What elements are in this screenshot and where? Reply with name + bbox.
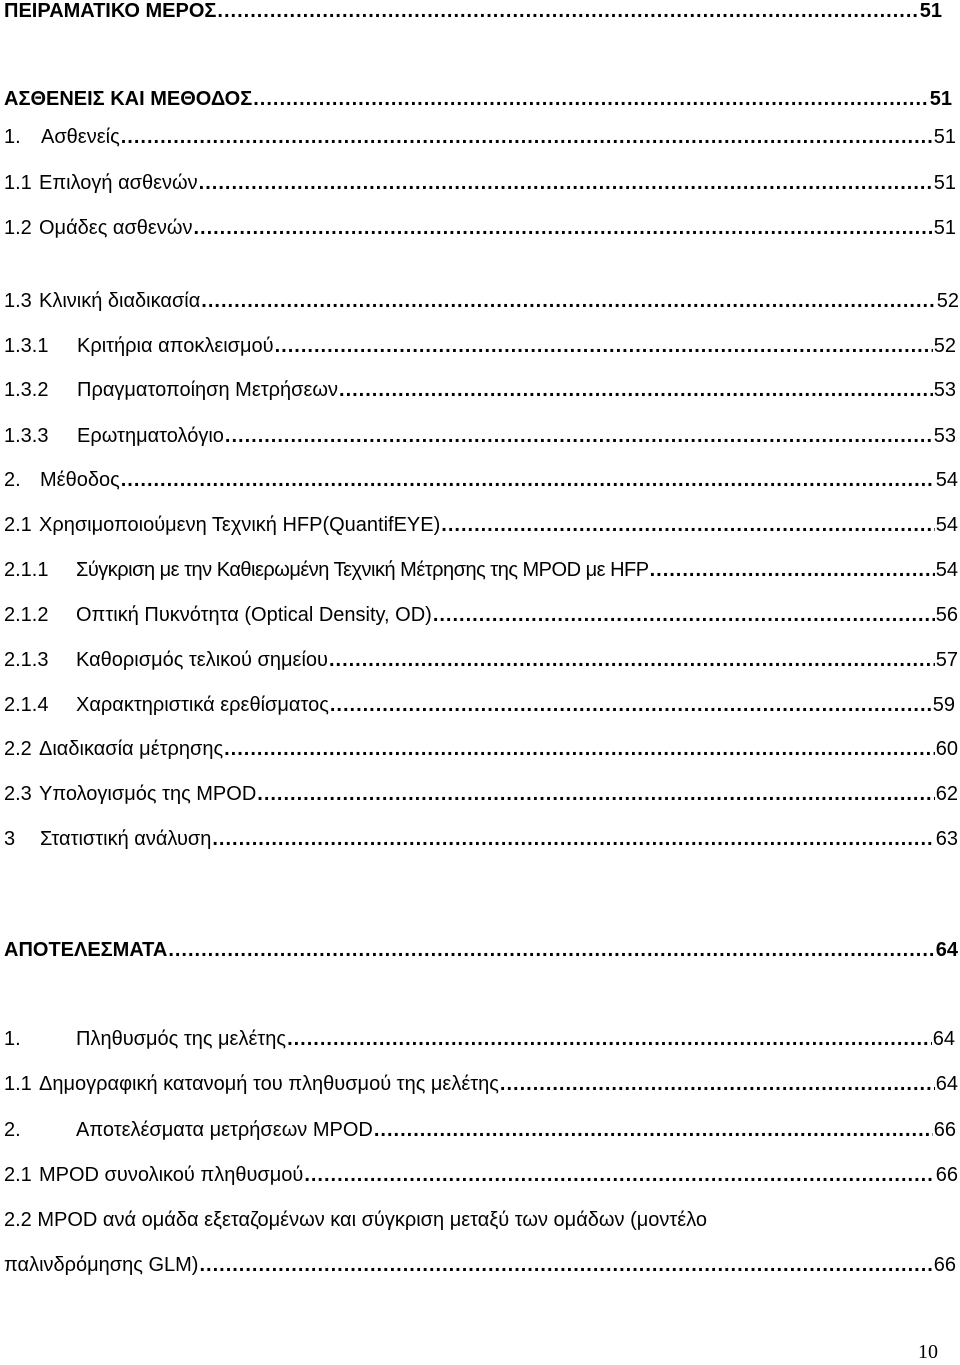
- toc-entry-1-3-2[interactable]: [4, 375, 956, 405]
- toc-title: Αποτελέσματα μετρήσεων MPOD: [76, 1119, 373, 1141]
- toc-entry-r2-2-line2[interactable]: [4, 1250, 956, 1280]
- toc-title-continuation: παλινδρόμησης GLM): [4, 1254, 199, 1276]
- toc-page: 52: [933, 335, 956, 357]
- dot-leader: [329, 645, 935, 675]
- dot-leader: [275, 331, 933, 361]
- dot-leader: [650, 555, 935, 585]
- toc-title: Επιλογή ασθενών: [39, 172, 198, 194]
- toc-entry-2-1-3[interactable]: [4, 645, 958, 675]
- toc-number: 1.2: [4, 217, 32, 239]
- toc-entry-1[interactable]: [4, 122, 956, 152]
- toc-title: Υπολογισμός της MPOD: [39, 783, 257, 805]
- toc-title: MPOD ανά ομάδα εξεταζομένων και σύγκριση μεταξύ των ομάδων (μοντέλο: [37, 1209, 708, 1231]
- toc-title: Οπτική Πυκνότητα (Optical Density, OD): [76, 604, 432, 626]
- toc-page: 51: [933, 172, 956, 194]
- toc-page: 51: [933, 126, 956, 148]
- toc-number: 3: [4, 828, 16, 850]
- toc-page: 53: [933, 425, 956, 447]
- toc-entry-r2[interactable]: [4, 1115, 956, 1145]
- toc-page: 60: [935, 738, 958, 760]
- toc-number: 1.: [4, 1028, 21, 1050]
- toc-title: Κριτήρια αποκλεισμού: [77, 335, 274, 357]
- toc-title: Χρησιμοποιούμενη Τεχνική HFP(QuantifEYE): [39, 514, 441, 536]
- dot-leader: [212, 824, 934, 854]
- toc-page: 57: [935, 649, 958, 671]
- toc-title: ΑΣΘΕΝΕΙΣ ΚΑΙ ΜΕΘΟΔΟΣ: [4, 88, 253, 110]
- toc-number: 1.1: [4, 1073, 32, 1095]
- toc-page: 64: [932, 1028, 955, 1050]
- toc-title: Ερωτηματολόγιο: [77, 425, 224, 447]
- toc-title: Χαρακτηριστικά ερεθίσματος: [76, 694, 329, 716]
- toc-entry-1-2[interactable]: [4, 213, 956, 243]
- toc-number: 2.1.4: [4, 694, 49, 716]
- toc-entry-2-1-1[interactable]: [4, 555, 958, 585]
- toc-page: 53: [933, 379, 956, 401]
- toc-heading-experimental-part[interactable]: [4, 0, 942, 26]
- toc-number: 2.1.3: [4, 649, 49, 671]
- toc-number: 2.1: [4, 1164, 32, 1186]
- toc-title: Μέθοδος: [40, 469, 120, 491]
- toc-entry-2-1[interactable]: [4, 510, 958, 540]
- dot-leader: [121, 465, 935, 495]
- dot-leader: [224, 734, 935, 764]
- dot-leader: [374, 1115, 933, 1145]
- dot-leader: [199, 1250, 932, 1280]
- toc-title: Ασθενείς: [41, 126, 120, 148]
- toc-page: 59: [932, 694, 955, 716]
- toc-page: 56: [935, 604, 958, 626]
- toc-number: 2.1.1: [4, 559, 49, 581]
- dot-leader: [121, 122, 933, 152]
- toc-page: 54: [935, 559, 958, 581]
- toc-number: 1.3: [4, 290, 32, 312]
- dot-leader: [500, 1069, 935, 1099]
- toc-number: 2.2: [4, 1209, 32, 1231]
- dot-leader: [339, 375, 933, 405]
- toc-entry-2-1-2[interactable]: [4, 600, 958, 630]
- toc-page: 52: [936, 290, 959, 312]
- toc-entry-1-3-3[interactable]: [4, 421, 956, 451]
- toc-entry-r1-1[interactable]: [4, 1069, 958, 1099]
- dot-leader: [441, 510, 934, 540]
- toc-page: 66: [933, 1254, 956, 1276]
- toc-number: 1.1: [4, 172, 32, 194]
- toc-entry-1-1[interactable]: [4, 168, 956, 198]
- toc-page: 64: [935, 939, 958, 961]
- toc-entry-r2-2-line1[interactable]: [4, 1205, 707, 1235]
- toc-title: ΠΕΙΡΑΜΑΤΙΚΟ ΜΕΡΟΣ: [4, 0, 217, 22]
- toc-page: 51: [919, 0, 942, 22]
- toc-entry-r2-1[interactable]: [4, 1160, 958, 1190]
- dot-leader: [168, 935, 934, 965]
- toc-page: 54: [935, 469, 958, 491]
- toc-title: Κλινική διαδικασία: [39, 290, 201, 312]
- toc-entry-r1[interactable]: [4, 1024, 955, 1054]
- toc-number: 2.: [4, 469, 21, 491]
- toc-title: Ομάδες ασθενών: [39, 217, 193, 239]
- toc-entry-3[interactable]: [4, 824, 958, 854]
- toc-page: 63: [935, 828, 958, 850]
- toc-number: 2.1.2: [4, 604, 49, 626]
- toc-title: Στατιστική ανάλυση: [40, 828, 212, 850]
- page-number: 10: [918, 1341, 938, 1363]
- toc-title: Διαδικασία μέτρησης: [39, 738, 224, 760]
- toc-title: Πραγματοποίηση Μετρήσεων: [77, 379, 339, 401]
- toc-number: 2.1: [4, 514, 32, 536]
- toc-number: 2.3: [4, 783, 32, 805]
- toc-number: 2.: [4, 1119, 21, 1141]
- dot-leader: [217, 0, 918, 26]
- toc-number: 2.2: [4, 738, 32, 760]
- toc-page: 64: [935, 1073, 958, 1095]
- dot-leader: [201, 286, 935, 316]
- toc-title: MPOD συνολικού πληθυσμού: [39, 1164, 304, 1186]
- toc-entry-2-3[interactable]: [4, 779, 958, 809]
- toc-title: Δημογραφική κατανομή του πληθυσμού της μελέτης: [39, 1073, 499, 1095]
- toc-page: 62: [935, 783, 958, 805]
- toc-entry-1-3-1[interactable]: [4, 331, 956, 361]
- dot-leader: [199, 168, 933, 198]
- toc-heading-patients-method[interactable]: [4, 84, 952, 114]
- toc-title: ΑΠΟΤΕΛΕΣΜΑΤΑ: [4, 939, 168, 961]
- toc-title: Πληθυσμός της μελέτης: [76, 1028, 287, 1050]
- toc-entry-1-3[interactable]: [4, 286, 959, 316]
- toc-number: 1.3.1: [4, 335, 49, 357]
- toc-page: 66: [933, 1119, 956, 1141]
- toc-page: 51: [929, 88, 952, 110]
- toc-number: 1.3.3: [4, 425, 49, 447]
- toc-entry-2[interactable]: [4, 465, 958, 495]
- toc-entry-2-1-4[interactable]: [4, 690, 955, 720]
- toc-title: Καθορισμός τελικού σημείου: [76, 649, 328, 671]
- toc-page: 51: [933, 217, 956, 239]
- dot-leader: [433, 600, 935, 630]
- dot-leader: [330, 690, 932, 720]
- dot-leader: [193, 213, 932, 243]
- dot-leader: [287, 1024, 932, 1054]
- dot-leader: [253, 84, 929, 114]
- dot-leader: [257, 779, 934, 809]
- toc-number: 1.: [4, 126, 21, 148]
- toc-page: 54: [935, 514, 958, 536]
- toc-entry-2-2[interactable]: [4, 734, 958, 764]
- toc-page: 66: [935, 1164, 958, 1186]
- dot-leader: [225, 421, 933, 451]
- toc-number: 1.3.2: [4, 379, 49, 401]
- toc-title: Σύγκριση με την Καθιερωμένη Τεχνική Μέτρησης της MPOD με HFP: [76, 559, 649, 581]
- toc-heading-results[interactable]: [4, 935, 958, 965]
- dot-leader: [304, 1160, 934, 1190]
